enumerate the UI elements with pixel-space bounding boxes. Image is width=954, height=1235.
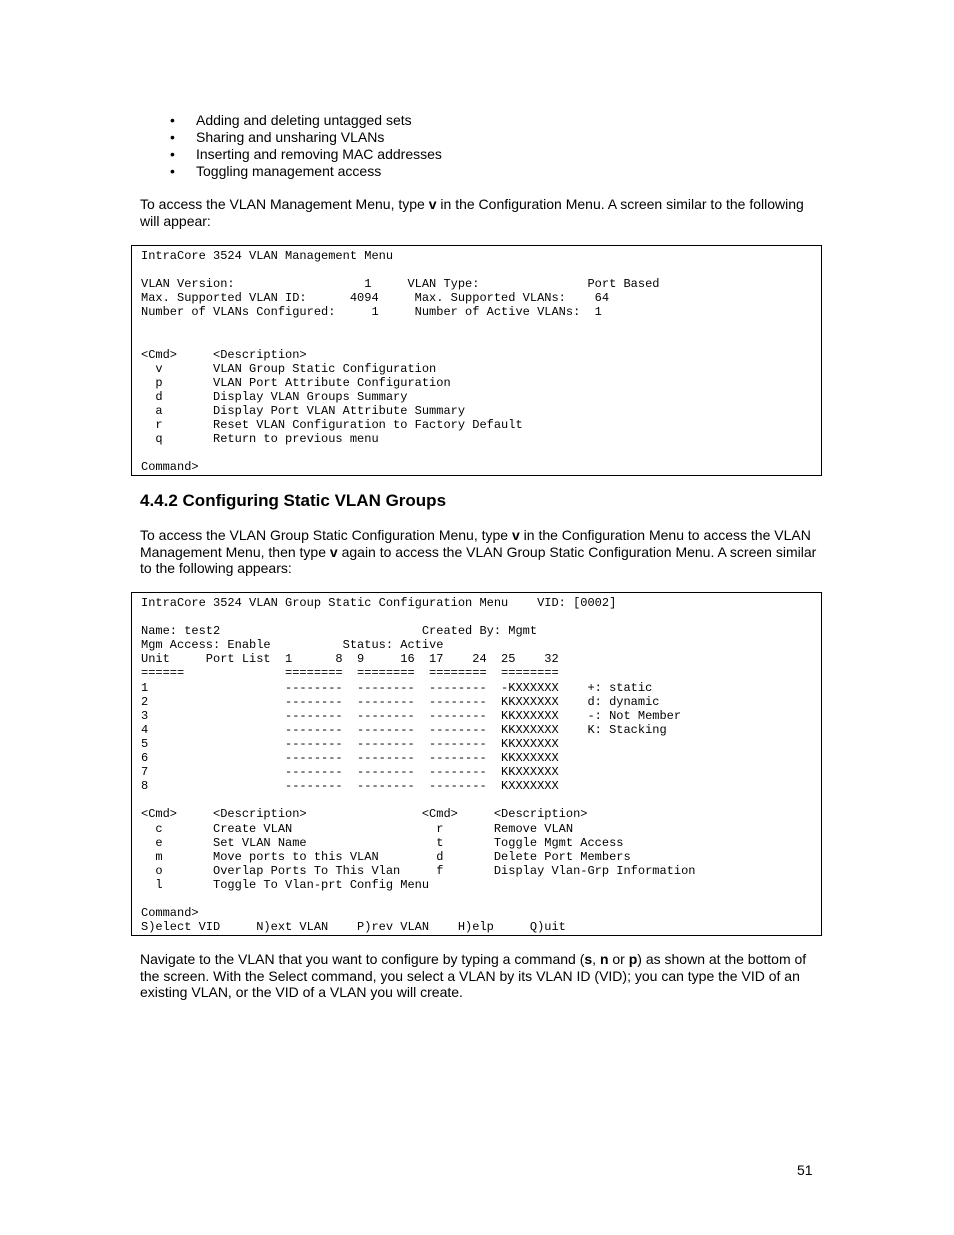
terminal-line: <Cmd> <Description>: [141, 347, 307, 362]
terminal-line: o Overlap Ports To This Vlan f Display Vlan-Grp Information: [141, 863, 696, 878]
terminal-line: [141, 793, 821, 807]
terminal-line: ====== ======== ======== ======== ========: [141, 666, 559, 681]
terminal-line: 8 -------- -------- -------- KXXXXXXX: [141, 779, 559, 794]
terminal-line: q Return to previous menu: [141, 432, 379, 447]
terminal-line: 3 -------- -------- -------- KKXXXXXX -: Not Member: [141, 708, 682, 723]
terminal-line: <Cmd> <Description> <Cmd> <Description>: [141, 807, 588, 822]
terminal-line: Command>: [141, 460, 199, 475]
terminal-line: [141, 446, 821, 460]
terminal-line: 1 -------- -------- -------- -KXXXXXX +: static: [141, 680, 653, 695]
terminal-line: [141, 334, 821, 348]
navigate-paragraph: Navigate to the VLAN that you want to configure by typing a command (s, n or p) as shown at the bottom of the screen. With the Select command, you select a VLAN by its VLAN ID (VID); you can type the VID of an existing VLAN, or the VID of a VLAN you will create.: [140, 951, 807, 1000]
terminal-line: 7 -------- -------- -------- KKXXXXXX: [141, 765, 559, 780]
list-item: • Inserting and removing MAC addresses: [170, 146, 442, 162]
terminal-line: d Display VLAN Groups Summary: [141, 389, 408, 404]
access-paragraph: To access the VLAN Group Static Configuration Menu, type v in the Configuration Menu to access the VLAN Management Menu, then type v again to access the VLAN Group Static Configuration Menu. A screen similar to the following appears:: [140, 527, 817, 576]
terminal-line: [141, 263, 821, 277]
terminal-line: Mgm Access: Enable Status: Active: [141, 638, 444, 653]
terminal-line: a Display Port VLAN Attribute Summary: [141, 404, 466, 419]
terminal-line: IntraCore 3524 VLAN Group Static Configuration Menu VID: [0002]: [141, 596, 617, 610]
terminal-line: p VLAN Port Attribute Configuration: [141, 375, 451, 390]
terminal-line: 4 -------- -------- -------- KKXXXXXX K: Stacking: [141, 722, 667, 737]
terminal-line: Max. Supported VLAN ID: 4094 Max. Supported VLANs: 64: [141, 291, 610, 306]
terminal-line: Number of VLANs Configured: 1 Number of Active VLANs: 1: [141, 305, 602, 320]
list-item: • Adding and deleting untagged sets: [170, 112, 412, 128]
terminal-line: Unit Port List 1 8 9 16 17 24 25 32: [141, 652, 559, 667]
terminal-line: IntraCore 3524 VLAN Management Menu: [141, 249, 394, 263]
terminal-line: e Set VLAN Name t Toggle Mgmt Access: [141, 835, 624, 850]
terminal-line: v VLAN Group Static Configuration: [141, 361, 437, 376]
terminal-line: [141, 610, 821, 624]
terminal-line: 2 -------- -------- -------- KKXXXXXX d: dynamic: [141, 694, 660, 709]
terminal-line: [141, 892, 821, 906]
terminal-line: 5 -------- -------- -------- KKXXXXXX: [141, 736, 559, 751]
list-item: • Toggling management access: [170, 163, 382, 179]
terminal-line: [141, 319, 821, 333]
terminal-line: c Create VLAN r Remove VLAN: [141, 821, 574, 836]
terminal-line: S)elect VID N)ext VLAN P)rev VLAN H)elp Q)uit: [141, 920, 566, 935]
terminal-line: l Toggle To Vlan-prt Config Menu: [141, 877, 430, 892]
terminal-line: Name: test2 Created By: Mgmt: [141, 624, 538, 639]
vlan-group-static-screen: [131, 592, 822, 936]
feature-list: [140, 112, 442, 180]
terminal-line: 6 -------- -------- -------- KKXXXXXX: [141, 751, 559, 766]
section-heading: 4.4.2 Configuring Static VLAN Groups: [140, 491, 447, 510]
list-item: • Sharing and unsharing VLANs: [170, 129, 385, 145]
intro-paragraph: To access the VLAN Management Menu, type v in the Configuration Menu. A screen similar to the following will appear:: [140, 196, 804, 229]
terminal-line: VLAN Version: 1 VLAN Type: Port Based: [141, 277, 660, 292]
vlan-management-screen: [131, 245, 822, 476]
terminal-line: m Move ports to this VLAN d Delete Port Members: [141, 849, 631, 864]
terminal-line: r Reset VLAN Configuration to Factory Default: [141, 418, 523, 433]
terminal-line: Command>: [141, 906, 199, 921]
page-number: 51: [797, 1162, 813, 1178]
